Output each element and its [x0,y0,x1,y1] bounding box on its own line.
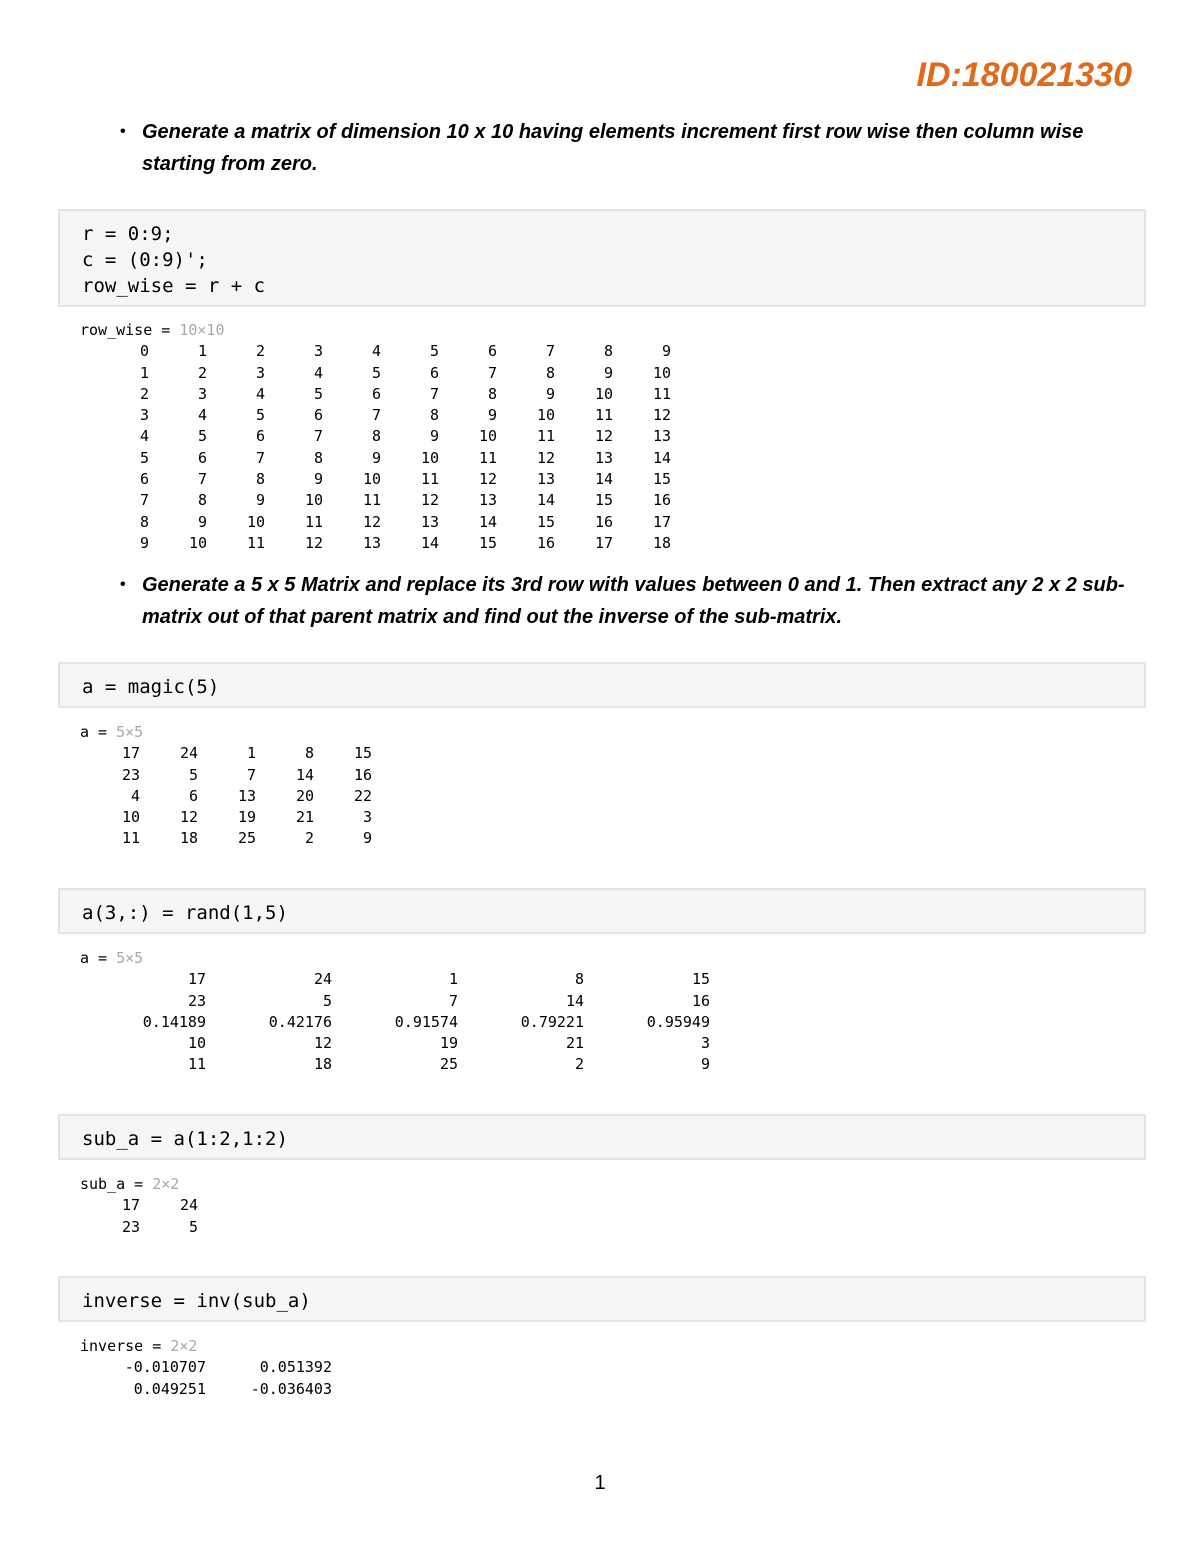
matrix-row [80,448,671,469]
matrix-cell: 21 [295,808,314,827]
matrix-cell: 7 [545,342,555,361]
matrix-cell: 9 [255,491,265,510]
matrix-cell: 4 [139,427,149,446]
matrix-cell: 9 [700,1055,710,1074]
matrix-cell: 6 [188,786,198,805]
matrix-row [80,384,671,405]
matrix-cell: 5 [188,765,198,784]
matrix-cell: 12 [594,427,613,446]
output-header [80,948,710,969]
bullet-dot-icon: • [120,123,126,140]
matrix-cell: 16 [691,991,710,1010]
matrix-cell: 9 [371,448,381,467]
code-line: c = (0:9)'; [82,249,208,271]
task-text-2: Generate a 5 x 5 Matrix and replace its 3rd row with values between 0 and 1. Then extract any 2 x 2 sub-matrix out of that parent matrix and find out the inverse of the sub-matrix. [142,574,1125,628]
matrix-cell: 0.91574 [394,1012,458,1031]
page-number: 1 [594,1472,606,1494]
matrix-size: 2×2 [152,1175,180,1193]
matrix-cell: 14 [536,491,555,510]
matrix-cell: 17 [594,533,613,552]
matrix-cell: 0.051392 [259,1358,332,1377]
matrix-cell: 9 [139,533,149,552]
task-bullet-1 [120,116,1162,180]
matrix-cell: 8 [255,470,265,489]
matrix-cell: 10 [304,491,323,510]
variable-name: inverse [80,1337,144,1355]
matrix-row [80,1357,332,1378]
matrix-size: 5×5 [116,949,144,967]
code-cell-3[interactable] [58,888,1146,934]
matrix-cell: 10 [121,808,140,827]
variable-name: row_wise [80,321,153,339]
equals-sign: = [89,723,117,741]
matrix-cell: 25 [439,1055,458,1074]
matrix-row [80,807,372,828]
matrix-row [80,405,671,426]
matrix-cell: 5 [313,384,323,403]
output-sub-a [80,1174,198,1238]
matrix-cell: 12 [362,512,381,531]
matrix-cell: 1 [448,970,458,989]
matrix-cell: 11 [420,470,439,489]
matrix-cell: 11 [187,1055,206,1074]
matrix-cell: 3 [313,342,323,361]
matrix-cell: 7 [255,448,265,467]
matrix-cell: 9 [313,470,323,489]
task-bullet-2 [120,569,1162,633]
matrix-cell: 22 [353,786,372,805]
matrix-cell: 24 [179,744,198,763]
matrix-cell: 10 [246,512,265,531]
output-row-wise [80,320,671,554]
matrix-cell: 8 [429,406,439,425]
matrix-row [80,743,372,764]
matrix-cell: 13 [594,448,613,467]
matrix-cell: 0 [139,342,149,361]
matrix-cell: 11 [304,512,323,531]
matrix-cell: 15 [536,512,555,531]
matrix-row [80,828,372,849]
matrix-cell: 13 [478,491,497,510]
matrix-cell: 9 [197,512,207,531]
matrix-cell: 8 [304,744,314,763]
matrix-cell: 15 [353,744,372,763]
matrix-cell: 18 [652,533,671,552]
matrix-cell: 7 [197,470,207,489]
matrix-cell: 18 [313,1055,332,1074]
matrix-cell: 11 [478,448,497,467]
matrix-row [80,1054,710,1075]
matrix-cell: 4 [255,384,265,403]
code-line: r = 0:9; [82,223,174,245]
matrix-cell: 7 [448,991,458,1010]
matrix-cell: 7 [313,427,323,446]
matrix-cell: 17 [121,744,140,763]
matrix-cell: 2 [574,1055,584,1074]
matrix-cell: 4 [313,363,323,382]
matrix-cell: 11 [536,427,555,446]
equals-sign: = [152,321,180,339]
matrix-cell: 8 [197,491,207,510]
output-rand-row [80,948,710,1076]
matrix-cell: 12 [304,533,323,552]
matrix-cell: 2 [304,829,314,848]
matrix-cell: 13 [237,786,256,805]
matrix-cell: 2 [197,363,207,382]
matrix-cell: 3 [197,384,207,403]
matrix-cell: 4 [371,342,381,361]
matrix-cell: 0.14189 [142,1012,206,1031]
matrix-cell: 25 [237,829,256,848]
matrix-cell: 16 [594,512,613,531]
matrix-row [80,1195,198,1216]
bullet-dot-icon: • [120,576,126,593]
matrix-cell: 9 [487,406,497,425]
output-inverse [80,1336,332,1400]
matrix-cell: 15 [691,970,710,989]
equals-sign: = [89,949,117,967]
matrix-cell: 12 [478,470,497,489]
matrix-cell: 13 [420,512,439,531]
output-header [80,320,671,341]
matrix-cell: -0.036403 [250,1379,332,1398]
matrix-cell: 23 [121,765,140,784]
matrix-cell: 10 [536,406,555,425]
code-line: inverse = inv(sub_a) [82,1290,311,1312]
variable-name: a [80,723,90,741]
matrix-cell: 2 [139,384,149,403]
matrix-cell: 11 [246,533,265,552]
matrix-cell: 3 [700,1034,710,1053]
matrix-cell: 0.95949 [646,1012,710,1031]
matrix-cell: 8 [371,427,381,446]
matrix-cell: 14 [594,470,613,489]
matrix-row [80,1012,710,1033]
matrix-cell: 10 [362,470,381,489]
matrix-cell: 6 [197,448,207,467]
matrix-row [80,469,671,490]
matrix-cell: 12 [652,406,671,425]
matrix-cell: 24 [179,1196,198,1215]
matrix-cell: 10 [652,363,671,382]
matrix-cell: 14 [478,512,497,531]
matrix-cell: 7 [371,406,381,425]
matrix-cell: 8 [487,384,497,403]
matrix-cell: 11 [652,384,671,403]
matrix-cell: 11 [362,491,381,510]
matrix-cell: 8 [545,363,555,382]
code-cell-1[interactable] [58,209,1146,307]
matrix-row [80,765,372,786]
matrix-cell: 7 [429,384,439,403]
matrix-cell: -0.010707 [124,1358,206,1377]
output-magic [80,722,372,850]
matrix-cell: 2 [255,342,265,361]
matrix-cell: 14 [420,533,439,552]
matrix-cell: 5 [139,448,149,467]
matrix-cell: 5 [255,406,265,425]
matrix-row [80,991,710,1012]
matrix-row [80,1217,198,1238]
matrix-cell: 1 [197,342,207,361]
matrix-cell: 23 [121,1217,140,1236]
matrix-cell: 8 [603,342,613,361]
matrix-cell: 11 [594,406,613,425]
matrix-cell: 14 [565,991,584,1010]
matrix-row [80,512,671,533]
matrix-cell: 10 [594,384,613,403]
matrix-cell: 3 [362,808,372,827]
matrix-cell: 19 [237,808,256,827]
matrix-cell: 6 [371,384,381,403]
matrix-cell: 1 [139,363,149,382]
code-line: a(3,:) = rand(1,5) [82,902,288,924]
matrix-cell: 3 [139,406,149,425]
matrix-cell: 6 [313,406,323,425]
matrix-row [80,363,671,384]
matrix-cell: 18 [179,829,198,848]
code-cell-4[interactable] [58,1114,1146,1160]
matrix-cell: 7 [139,491,149,510]
matrix-cell: 8 [574,970,584,989]
matrix-cell: 11 [121,829,140,848]
matrix-cell: 17 [652,512,671,531]
matrix-row [80,1033,710,1054]
matrix-cell: 13 [652,427,671,446]
matrix-row [80,341,671,362]
variable-name: a [80,949,90,967]
matrix-cell: 9 [429,427,439,446]
equals-sign: = [125,1175,153,1193]
matrix-cell: 17 [121,1196,140,1215]
matrix-cell: 8 [313,448,323,467]
matrix-cell: 8 [139,512,149,531]
matrix-cell: 16 [536,533,555,552]
matrix-row [80,426,671,447]
matrix-cell: 16 [353,765,372,784]
matrix-cell: 15 [652,470,671,489]
matrix-row [80,490,671,511]
output-header [80,1336,332,1357]
code-line: row_wise = r + c [82,275,266,297]
matrix-cell: 15 [478,533,497,552]
matrix-cell: 10 [187,1034,206,1053]
matrix-cell: 6 [139,470,149,489]
matrix-cell: 13 [362,533,381,552]
matrix-cell: 14 [295,765,314,784]
matrix-cell: 15 [594,491,613,510]
code-cell-5[interactable] [58,1276,1146,1322]
matrix-row [80,969,710,990]
equals-sign: = [143,1337,171,1355]
matrix-cell: 9 [603,363,613,382]
code-line: sub_a = a(1:2,1:2) [82,1128,288,1150]
matrix-cell: 1 [246,744,256,763]
matrix-cell: 0.049251 [133,1379,206,1398]
matrix-size: 5×5 [116,723,144,741]
matrix-cell: 0.79221 [520,1012,584,1031]
matrix-cell: 6 [255,427,265,446]
matrix-cell: 7 [487,363,497,382]
matrix-cell: 9 [545,384,555,403]
matrix-cell: 9 [661,342,671,361]
matrix-cell: 10 [478,427,497,446]
task-text-1: Generate a matrix of dimension 10 x 10 having elements increment first row wise then column wise starting from zero. [142,121,1084,175]
matrix-cell: 4 [197,406,207,425]
matrix-size: 10×10 [179,321,225,339]
matrix-cell: 12 [536,448,555,467]
matrix-cell: 23 [187,991,206,1010]
matrix-cell: 10 [420,448,439,467]
matrix-cell: 24 [313,970,332,989]
matrix-cell: 5 [188,1217,198,1236]
matrix-cell: 5 [371,363,381,382]
matrix-row [80,786,372,807]
matrix-cell: 21 [565,1034,584,1053]
matrix-cell: 6 [429,363,439,382]
matrix-cell: 6 [487,342,497,361]
student-id-header: ID:180021330 [916,56,1132,94]
code-line: a = magic(5) [82,676,220,698]
matrix-cell: 10 [188,533,207,552]
variable-name: sub_a [80,1175,126,1193]
matrix-cell: 14 [652,448,671,467]
matrix-cell: 12 [313,1034,332,1053]
output-header [80,1174,198,1195]
matrix-cell: 16 [652,491,671,510]
matrix-cell: 5 [197,427,207,446]
matrix-cell: 5 [429,342,439,361]
matrix-row [80,533,671,554]
matrix-cell: 9 [362,829,372,848]
output-header [80,722,372,743]
matrix-cell: 19 [439,1034,458,1053]
matrix-cell: 3 [255,363,265,382]
matrix-cell: 13 [536,470,555,489]
matrix-cell: 4 [130,786,140,805]
code-cell-2[interactable] [58,662,1146,708]
matrix-cell: 5 [322,991,332,1010]
matrix-cell: 0.42176 [268,1012,332,1031]
matrix-cell: 7 [246,765,256,784]
matrix-cell: 12 [179,808,198,827]
matrix-cell: 12 [420,491,439,510]
matrix-cell: 17 [187,970,206,989]
matrix-cell: 20 [295,786,314,805]
matrix-row [80,1379,332,1400]
matrix-size: 2×2 [170,1337,198,1355]
